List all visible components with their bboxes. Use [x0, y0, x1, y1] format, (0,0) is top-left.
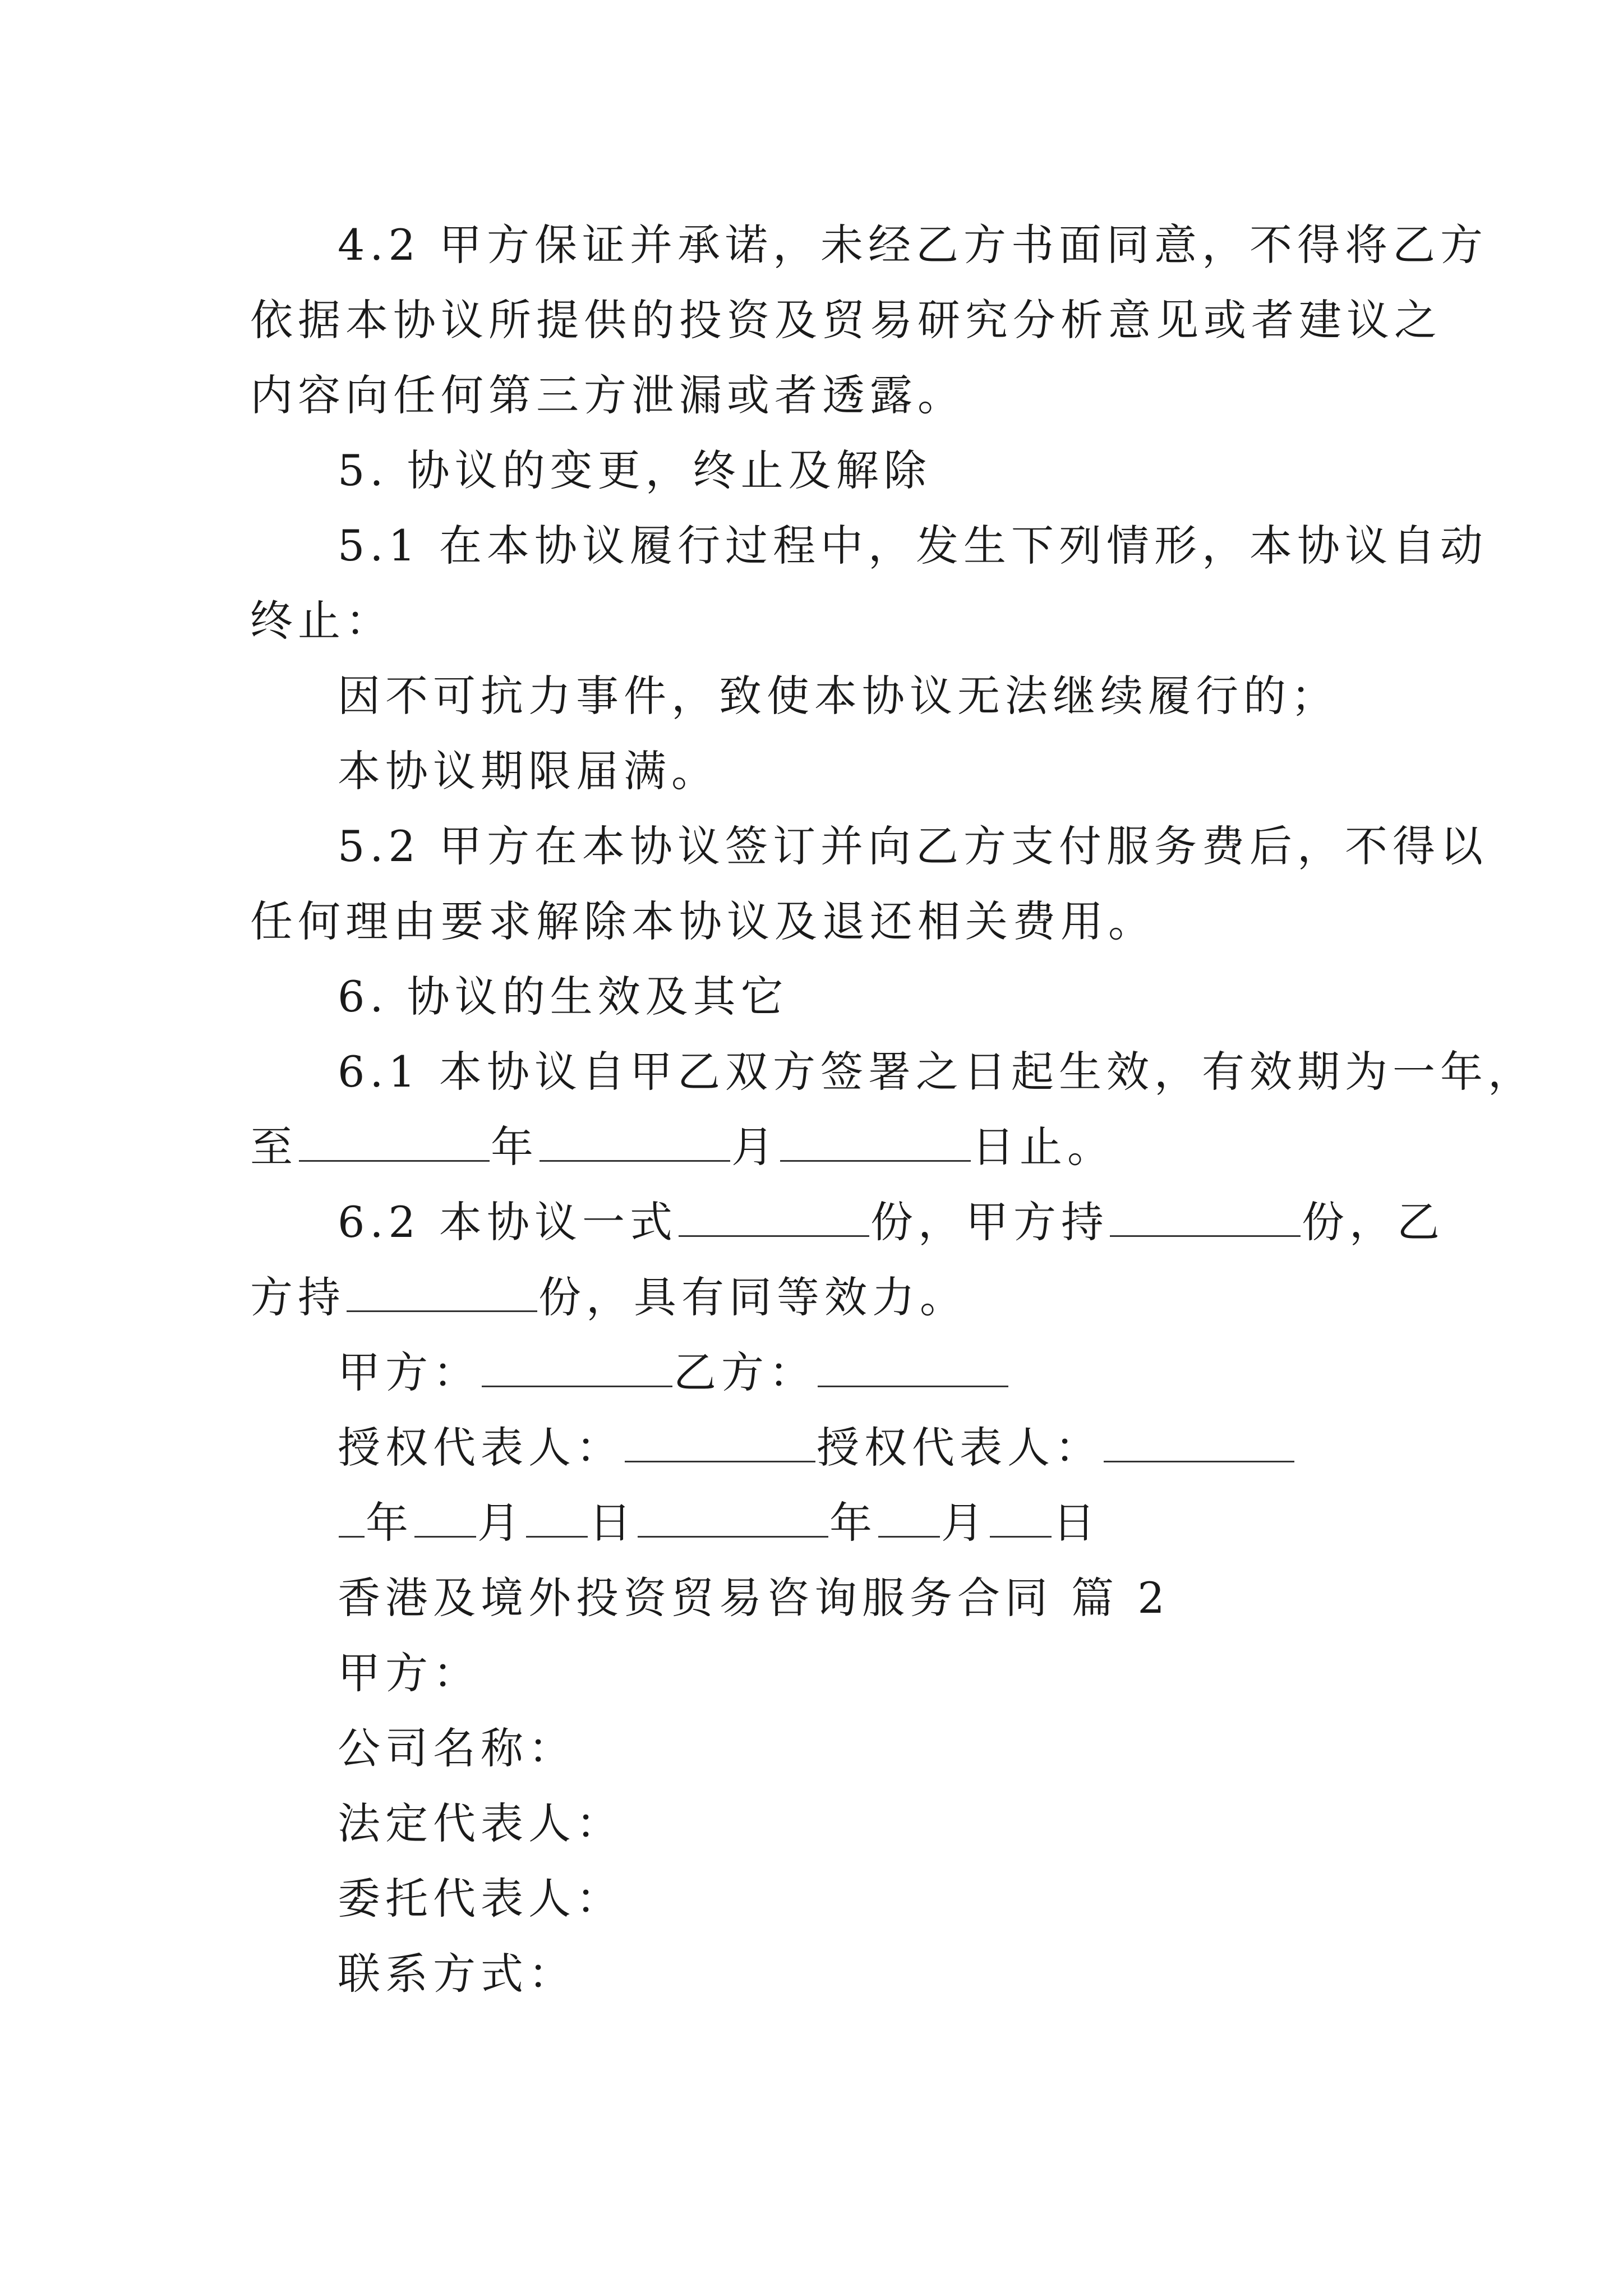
section-6-heading: 6. 协议的生效及其它 [338, 972, 789, 1022]
date-a-day-blank [526, 1502, 588, 1538]
signature-rep-a-blank [625, 1427, 815, 1462]
term-day-blank [780, 1126, 971, 1162]
copies-b-suffix: 份，具有同等效力。 [538, 1272, 967, 1322]
copies-suffix: 份，乙 [1302, 1197, 1445, 1247]
date-a-month-blank [414, 1502, 476, 1538]
signature-party-a-blank [482, 1352, 672, 1387]
date-b-year-label: 年 [829, 1498, 877, 1548]
paragraph-5-1-line-1: 5.1 在本协议履行过程中，发生下列情形，本协议自动 [338, 521, 1488, 570]
copies-b-prefix: 方持 [250, 1272, 345, 1322]
term-month-label: 月 [731, 1122, 779, 1172]
part-2-company-name: 公司名称： [338, 1723, 576, 1773]
paragraph-4-2-line-2: 依据本协议所提供的投资及贸易研究分析意见或者建议之 [250, 295, 1442, 345]
part-2-entrusted-rep: 委托代表人： [338, 1874, 624, 1924]
paragraph-6-1-line-2 [0, 1108, 1623, 1186]
date-b-day-blank [990, 1502, 1052, 1538]
section-5-heading: 5. 协议的变更，终止及解除 [338, 445, 932, 495]
date-a-year-label: 年 [366, 1498, 413, 1548]
date-a-day-label: 日 [589, 1498, 637, 1548]
signature-rep-a-label: 授权代表人： [338, 1423, 624, 1473]
signature-rep-b-label: 授权代表人： [817, 1423, 1103, 1473]
date-a-year-blank [339, 1502, 365, 1538]
signature-dates-line [0, 1484, 1623, 1562]
copies-prefix: 6.2 本协议一式 [338, 1197, 678, 1247]
copies-party-b-blank [347, 1277, 537, 1312]
date-b-day-label: 日 [1053, 1498, 1100, 1548]
signature-parties-line [0, 1334, 1623, 1411]
signature-party-b-blank [818, 1352, 1008, 1387]
date-b-month-blank [878, 1502, 940, 1538]
copies-mid: 份，甲方持 [870, 1197, 1109, 1247]
clause-term-expiry: 本协议期限届满。 [338, 746, 719, 796]
signature-party-a-label: 甲方： [338, 1347, 481, 1397]
part-2-contact: 联系方式： [338, 1949, 576, 1999]
date-b-year-blank [638, 1502, 828, 1538]
signature-party-b-label: 乙方： [674, 1347, 817, 1397]
copies-total-blank [679, 1202, 869, 1237]
paragraph-6-2-line-2 [0, 1259, 1623, 1336]
term-prefix: 至 [250, 1122, 298, 1172]
part-2-legal-rep: 法定代表人： [338, 1798, 624, 1848]
date-a-month-label: 月 [477, 1498, 525, 1548]
paragraph-5-1-line-2: 终止： [250, 596, 393, 646]
paragraph-4-2-line-1: 4.2 甲方保证并承诺，未经乙方书面同意，不得将乙方 [338, 220, 1488, 270]
copies-party-a-blank [1110, 1202, 1301, 1237]
paragraph-6-1-line-1: 6.1 本协议自甲乙双方签署之日起生效，有效期为一年， [338, 1047, 1536, 1097]
paragraph-5-2-line-2: 任何理由要求解除本协议及退还相关费用。 [250, 896, 1156, 946]
clause-force-majeure: 因不可抗力事件，致使本协议无法继续履行的； [338, 671, 1339, 721]
paragraph-5-2-line-1: 5.2 甲方在本协议签订并向乙方支付服务费后，不得以 [338, 821, 1488, 871]
part-2-party-a: 甲方： [338, 1648, 481, 1698]
signature-rep-b-blank [1104, 1427, 1294, 1462]
term-suffix: 日止。 [972, 1122, 1115, 1172]
part-2-heading: 香港及境外投资贸易咨询服务合同 篇 2 [338, 1573, 1170, 1623]
paragraph-6-2-line-1 [0, 1184, 1623, 1261]
date-b-month-label: 月 [941, 1498, 989, 1548]
term-year-label: 年 [491, 1122, 538, 1172]
paragraph-4-2-line-3: 内容向任何第三方泄漏或者透露。 [250, 370, 965, 420]
term-year-blank [299, 1126, 490, 1162]
term-month-blank [540, 1126, 730, 1162]
signature-reps-line [0, 1409, 1623, 1487]
